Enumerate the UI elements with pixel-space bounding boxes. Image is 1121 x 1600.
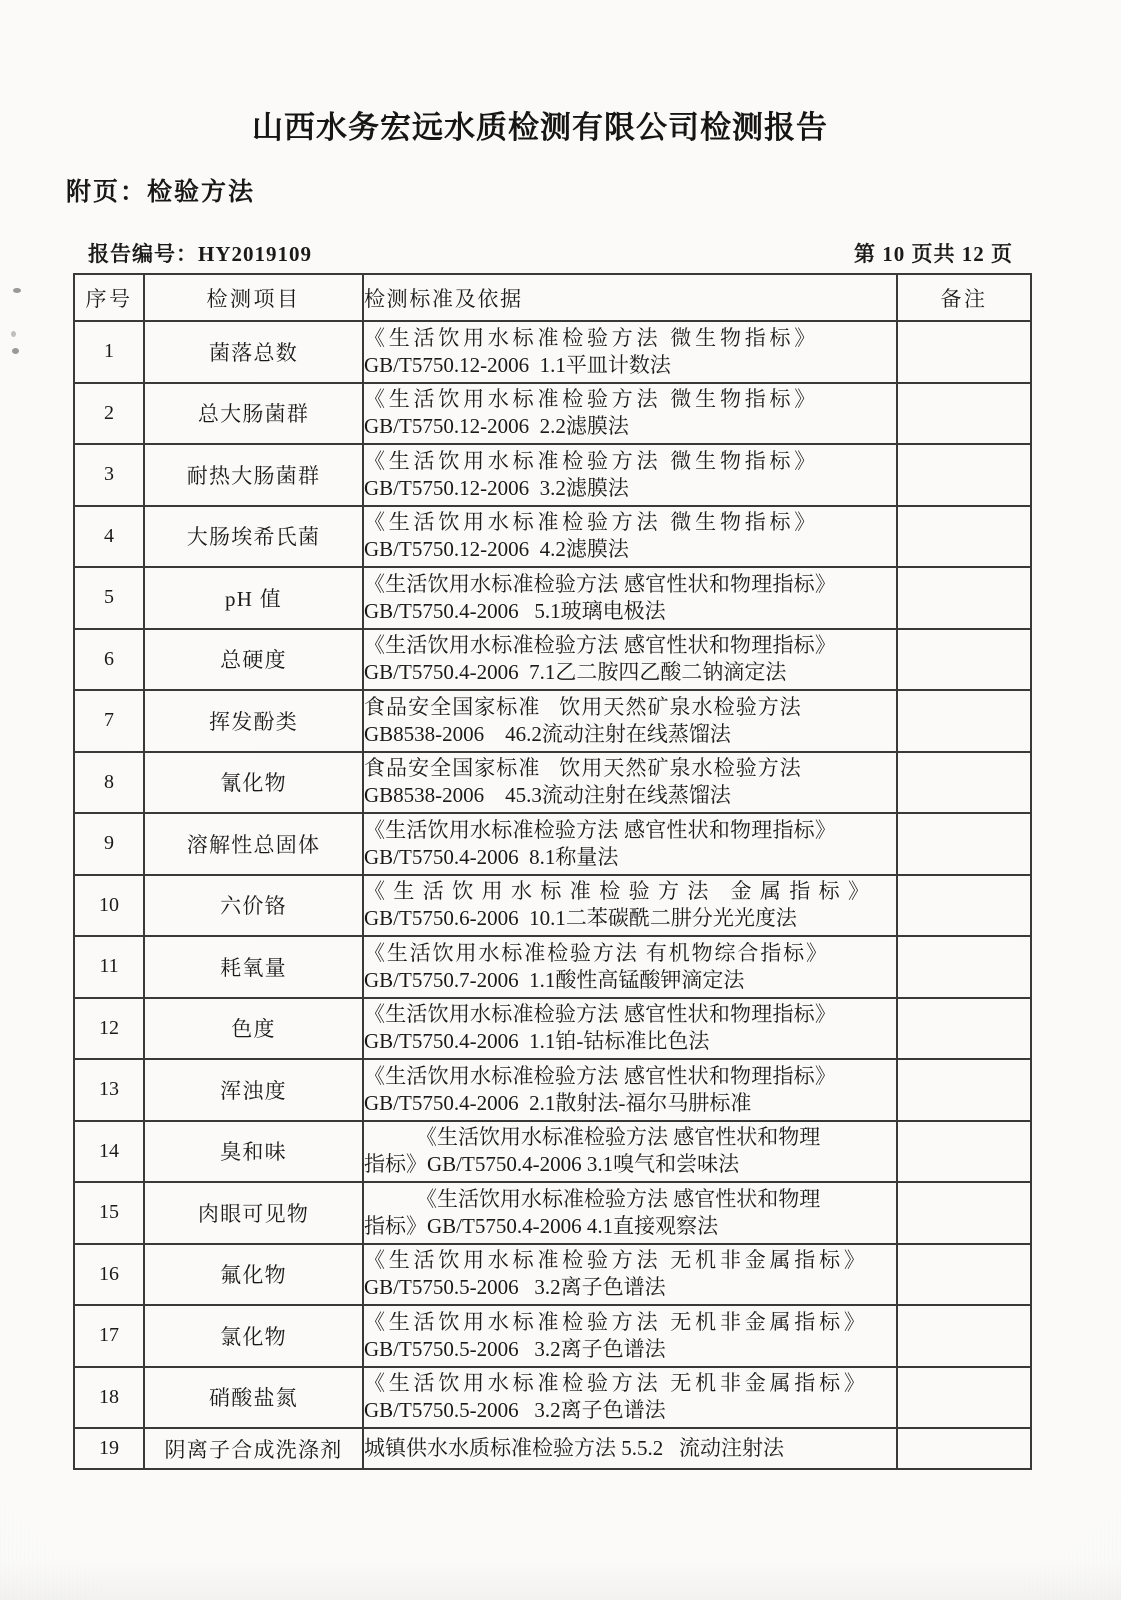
- row-number: 7: [74, 690, 144, 752]
- scan-edge-shade: [0, 1560, 1121, 1600]
- table-row: [74, 1244, 1031, 1306]
- test-item: 氰化物: [144, 752, 363, 814]
- table-row: [74, 813, 1031, 875]
- remark-cell: [897, 1367, 1031, 1429]
- standard-cell: [363, 383, 897, 445]
- table-row: [74, 998, 1031, 1060]
- remark-cell: [897, 813, 1031, 875]
- remark-cell: [897, 1305, 1031, 1367]
- standard-cell: [363, 1121, 897, 1183]
- test-item: 挥发酚类: [144, 690, 363, 752]
- standard-cell: [363, 1182, 897, 1244]
- remark-cell: [897, 629, 1031, 691]
- report-meta-row: [88, 238, 1013, 268]
- row-number: 16: [74, 1244, 144, 1306]
- test-item: 臭和味: [144, 1121, 363, 1183]
- standard-line1: 《生活饮用水标准检验方法 感官性状和物理: [416, 1186, 821, 1211]
- test-item: 总硬度: [144, 629, 363, 691]
- test-item: pH 值: [144, 567, 363, 629]
- standard-line1: 《生活饮用水标准检验方法 感官性状和物理指标》: [364, 1002, 837, 1027]
- standard-line2: GB/T5750.4-2006 7.1乙二胺四乙酸二钠滴定法: [364, 660, 787, 685]
- report-number: 报告编号：HY2019109: [88, 242, 312, 266]
- standard-cell: [363, 1059, 897, 1121]
- standard-line2: GB/T5750.12-2006 3.2滤膜法: [364, 475, 629, 500]
- standard-cell: [363, 813, 897, 875]
- standard-line2: GB/T5750.5-2006 3.2离子色谱法: [364, 1336, 666, 1361]
- standard-cell: [363, 321, 897, 383]
- standard-line1: 《生活饮用水标准检验方法 无机非金属指标》: [364, 1248, 869, 1273]
- table-row: [74, 690, 1031, 752]
- test-item: 菌落总数: [144, 321, 363, 383]
- standard-line2: GB/T5750.6-2006 10.1二苯碳酰二肼分光光度法: [364, 906, 797, 931]
- row-number: 2: [74, 383, 144, 445]
- standard-line2: 指标》GB/T5750.4-2006 3.1嗅气和尝味法: [364, 1152, 740, 1177]
- row-number: 5: [74, 567, 144, 629]
- row-number: 3: [74, 444, 144, 506]
- standard-line2: GB/T5750.12-2006 2.2滤膜法: [364, 414, 629, 439]
- standard-line1: 食品安全国家标准 饮用天然矿泉水检验方法: [364, 756, 802, 781]
- standard-cell: [363, 998, 897, 1060]
- table-row: [74, 444, 1031, 506]
- test-item: 溶解性总固体: [144, 813, 363, 875]
- row-number: 12: [74, 998, 144, 1060]
- remark-cell: [897, 1428, 1031, 1469]
- remark-cell: [897, 444, 1031, 506]
- row-number: 8: [74, 752, 144, 814]
- standard-cell: [363, 629, 897, 691]
- test-item: 硝酸盐氮: [144, 1367, 363, 1429]
- standard-line2: GB/T5750.12-2006 1.1平皿计数法: [364, 352, 671, 377]
- remark-cell: [897, 1059, 1031, 1121]
- standard-line1: 《生活饮用水标准检验方法 金属指标》: [364, 879, 878, 904]
- standard-cell: [363, 506, 897, 568]
- table-row: [74, 629, 1031, 691]
- page-title: 山西水务宏远水质检测有限公司检测报告: [252, 110, 828, 145]
- scan-speck: [11, 331, 16, 337]
- standard-cell: [363, 1428, 897, 1469]
- table-row: [74, 1367, 1031, 1429]
- column-header-no: 序号: [74, 274, 144, 321]
- standard-line2: GB/T5750.4-2006 2.1散射法-福尔马肼标准: [364, 1090, 752, 1115]
- standard-cell: [363, 690, 897, 752]
- remark-cell: [897, 1121, 1031, 1183]
- test-item: 色度: [144, 998, 363, 1060]
- standard-line2: GB/T5750.4-2006 5.1玻璃电极法: [364, 598, 666, 623]
- test-item: 阴离子合成洗涤剂: [144, 1428, 363, 1469]
- test-item: 耐热大肠菌群: [144, 444, 363, 506]
- test-item: 氟化物: [144, 1244, 363, 1306]
- standard-line1: 《生活饮用水标准检验方法 感官性状和物理指标》: [364, 571, 837, 596]
- table-row: [74, 567, 1031, 629]
- table-row: [74, 875, 1031, 937]
- standard-line1: 《生活饮用水标准检验方法 微生物指标》: [364, 448, 820, 473]
- standard-line2: GB/T5750.5-2006 3.2离子色谱法: [364, 1398, 666, 1423]
- appendix-heading: 附页：检验方法: [66, 178, 256, 206]
- standard-line1: 《生活饮用水标准检验方法 感官性状和物理: [416, 1125, 821, 1150]
- table-row: [74, 1305, 1031, 1367]
- remark-cell: [897, 383, 1031, 445]
- standard-line2: GB8538-2006 46.2流动注射在线蒸馏法: [364, 721, 731, 746]
- standard-line1: 《生活饮用水标准检验方法 无机非金属指标》: [364, 1309, 869, 1334]
- standard-cell: [363, 936, 897, 998]
- standard-line2: GB/T5750.5-2006 3.2离子色谱法: [364, 1275, 666, 1300]
- remark-cell: [897, 321, 1031, 383]
- standard-line1: 城镇供水水质标准检验方法 5.5.2 流动注射法: [364, 1436, 784, 1460]
- methods-table: [73, 273, 1032, 1470]
- test-item: 大肠埃希氏菌: [144, 506, 363, 568]
- row-number: 9: [74, 813, 144, 875]
- standard-line1: 《生活饮用水标准检验方法 微生物指标》: [364, 325, 820, 350]
- row-number: 15: [74, 1182, 144, 1244]
- column-header-test-item: 检测项目: [144, 274, 363, 321]
- test-item: 耗氧量: [144, 936, 363, 998]
- column-header-standard: 检测标准及依据: [363, 274, 897, 321]
- row-number: 1: [74, 321, 144, 383]
- row-number: 6: [74, 629, 144, 691]
- standard-line1: 《生活饮用水标准检验方法 有机物综合指标》: [364, 940, 829, 965]
- table-header-row: [74, 274, 1031, 321]
- standard-line2: GB/T5750.12-2006 4.2滤膜法: [364, 537, 629, 562]
- table-row: [74, 321, 1031, 383]
- test-item: 浑浊度: [144, 1059, 363, 1121]
- page-indicator: 第 10 页共 12 页: [854, 242, 1013, 266]
- row-number: 13: [74, 1059, 144, 1121]
- test-item: 氯化物: [144, 1305, 363, 1367]
- remark-cell: [897, 1244, 1031, 1306]
- standard-line2: GB8538-2006 45.3流动注射在线蒸馏法: [364, 783, 731, 808]
- standard-line2: GB/T5750.4-2006 8.1称量法: [364, 844, 619, 869]
- row-number: 18: [74, 1367, 144, 1429]
- table-row: [74, 936, 1031, 998]
- standard-line1: 《生活饮用水标准检验方法 感官性状和物理指标》: [364, 1063, 837, 1088]
- standard-line1: 《生活饮用水标准检验方法 感官性状和物理指标》: [364, 633, 837, 658]
- remark-cell: [897, 506, 1031, 568]
- standard-cell: [363, 444, 897, 506]
- standard-line1: 《生活饮用水标准检验方法 感官性状和物理指标》: [364, 817, 837, 842]
- test-item: 六价铬: [144, 875, 363, 937]
- standard-cell: [363, 875, 897, 937]
- remark-cell: [897, 998, 1031, 1060]
- table-row: [74, 1428, 1031, 1469]
- table-row: [74, 1059, 1031, 1121]
- standard-line1: 《生活饮用水标准检验方法 微生物指标》: [364, 510, 820, 535]
- row-number: 10: [74, 875, 144, 937]
- standard-line2: 指标》GB/T5750.4-2006 4.1直接观察法: [364, 1213, 719, 1238]
- standard-line2: GB/T5750.7-2006 1.1酸性高锰酸钾滴定法: [364, 967, 745, 992]
- standard-line1: 食品安全国家标准 饮用天然矿泉水检验方法: [364, 694, 802, 719]
- remark-cell: [897, 875, 1031, 937]
- row-number: 17: [74, 1305, 144, 1367]
- methods-table-body: [74, 321, 1031, 1469]
- scan-speck: [13, 288, 21, 293]
- row-number: 4: [74, 506, 144, 568]
- standard-cell: [363, 567, 897, 629]
- standard-line2: GB/T5750.4-2006 1.1铂-钴标准比色法: [364, 1029, 710, 1054]
- standard-cell: [363, 1244, 897, 1306]
- table-row: [74, 1121, 1031, 1183]
- remark-cell: [897, 567, 1031, 629]
- row-number: 11: [74, 936, 144, 998]
- standard-line1: 《生活饮用水标准检验方法 无机非金属指标》: [364, 1371, 869, 1396]
- standard-line1: 《生活饮用水标准检验方法 微生物指标》: [364, 387, 820, 412]
- test-item: 肉眼可见物: [144, 1182, 363, 1244]
- standard-cell: [363, 752, 897, 814]
- remark-cell: [897, 752, 1031, 814]
- row-number: 19: [74, 1428, 144, 1469]
- standard-cell: [363, 1367, 897, 1429]
- remark-cell: [897, 690, 1031, 752]
- table-row: [74, 752, 1031, 814]
- column-header-remark: 备注: [897, 274, 1031, 321]
- table-row: [74, 506, 1031, 568]
- row-number: 14: [74, 1121, 144, 1183]
- table-row: [74, 1182, 1031, 1244]
- scan-speck: [12, 348, 19, 354]
- table-row: [74, 383, 1031, 445]
- standard-cell: [363, 1305, 897, 1367]
- remark-cell: [897, 936, 1031, 998]
- test-item: 总大肠菌群: [144, 383, 363, 445]
- remark-cell: [897, 1182, 1031, 1244]
